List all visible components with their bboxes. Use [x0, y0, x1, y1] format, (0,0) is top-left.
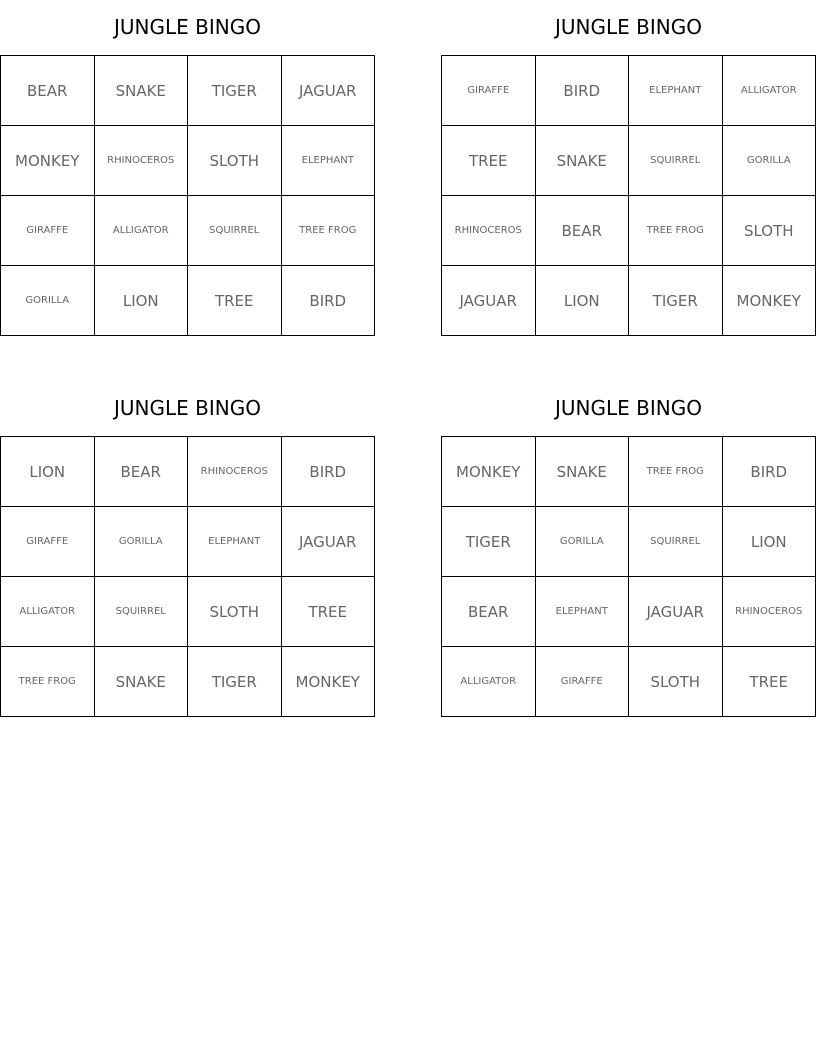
bingo-cell: TREE FROG	[281, 196, 375, 266]
bingo-cell: ELEPHANT	[629, 56, 723, 126]
bingo-grid	[0, 55, 375, 336]
bingo-cell: LION	[722, 507, 816, 577]
bingo-cell: BIRD	[535, 56, 629, 126]
bingo-cell: BEAR	[442, 577, 536, 647]
bingo-cell: GIRAFFE	[1, 196, 95, 266]
bingo-cell: LION	[1, 437, 95, 507]
bingo-row	[442, 196, 816, 266]
bingo-cell: SNAKE	[535, 437, 629, 507]
bingo-row	[1, 266, 375, 336]
bingo-cell: SQUIRREL	[629, 126, 723, 196]
bingo-row	[442, 507, 816, 577]
bingo-cell: SLOTH	[188, 577, 282, 647]
bingo-cell: TREE	[722, 647, 816, 717]
bingo-cell: TREE FROG	[629, 437, 723, 507]
bingo-cell: TIGER	[188, 647, 282, 717]
bingo-row	[1, 126, 375, 196]
bingo-card-2	[441, 15, 816, 336]
bingo-card-4	[441, 396, 816, 717]
bingo-cell: BEAR	[535, 196, 629, 266]
card-title: JUNGLE BINGO	[114, 396, 261, 420]
bingo-cell: GORILLA	[94, 507, 188, 577]
bingo-grid	[441, 55, 816, 336]
bingo-cell: TIGER	[442, 507, 536, 577]
bingo-row	[442, 266, 816, 336]
bingo-cell: BIRD	[281, 266, 375, 336]
bingo-cell: MONKEY	[722, 266, 816, 336]
bingo-cell: RHINOCEROS	[188, 437, 282, 507]
bingo-cell: GORILLA	[1, 266, 95, 336]
bingo-cell: SLOTH	[188, 126, 282, 196]
bingo-cell: SQUIRREL	[188, 196, 282, 266]
bingo-cell: MONKEY	[281, 647, 375, 717]
bingo-cell: GORILLA	[722, 126, 816, 196]
bingo-cell: BIRD	[281, 437, 375, 507]
bingo-cell: RHINOCEROS	[442, 196, 536, 266]
bingo-row	[1, 577, 375, 647]
bingo-cell: LION	[535, 266, 629, 336]
bingo-cell: TREE	[188, 266, 282, 336]
bingo-cell: ALLIGATOR	[1, 577, 95, 647]
bingo-row	[442, 56, 816, 126]
card-title: JUNGLE BINGO	[114, 15, 261, 39]
bingo-row	[1, 507, 375, 577]
bingo-cell: ELEPHANT	[188, 507, 282, 577]
bingo-cell: TREE	[442, 126, 536, 196]
bingo-cell: SQUIRREL	[94, 577, 188, 647]
bingo-cell: GIRAFFE	[1, 507, 95, 577]
bingo-cell: RHINOCEROS	[94, 126, 188, 196]
bingo-cell: TREE FROG	[1, 647, 95, 717]
bingo-row	[442, 437, 816, 507]
bingo-cell: SLOTH	[722, 196, 816, 266]
bingo-row	[442, 126, 816, 196]
card-title: JUNGLE BINGO	[555, 15, 702, 39]
bingo-row	[1, 196, 375, 266]
bingo-cell: ELEPHANT	[281, 126, 375, 196]
bingo-card-1	[0, 15, 375, 336]
card-title: JUNGLE BINGO	[555, 396, 702, 420]
bingo-cell: ALLIGATOR	[442, 647, 536, 717]
bingo-cell: TREE	[281, 577, 375, 647]
bingo-row	[1, 437, 375, 507]
bingo-cell: TIGER	[629, 266, 723, 336]
bingo-cell: GIRAFFE	[442, 56, 536, 126]
bingo-cell: JAGUAR	[442, 266, 536, 336]
bingo-row	[442, 577, 816, 647]
bingo-cell: MONKEY	[1, 126, 95, 196]
bingo-cell: ALLIGATOR	[722, 56, 816, 126]
bingo-row	[1, 647, 375, 717]
bingo-cell: LION	[94, 266, 188, 336]
bingo-cell: SNAKE	[94, 647, 188, 717]
bingo-cell: ELEPHANT	[535, 577, 629, 647]
bingo-cell: SNAKE	[94, 56, 188, 126]
bingo-cell: ALLIGATOR	[94, 196, 188, 266]
bingo-cell: GORILLA	[535, 507, 629, 577]
bingo-cell: TIGER	[188, 56, 282, 126]
bingo-cell: JAGUAR	[281, 507, 375, 577]
bingo-cell: GIRAFFE	[535, 647, 629, 717]
bingo-cell: BEAR	[94, 437, 188, 507]
bingo-cell: BEAR	[1, 56, 95, 126]
bingo-cell: SQUIRREL	[629, 507, 723, 577]
bingo-cell: SNAKE	[535, 126, 629, 196]
bingo-cell: MONKEY	[442, 437, 536, 507]
bingo-cell: JAGUAR	[629, 577, 723, 647]
bingo-cell: BIRD	[722, 437, 816, 507]
bingo-row	[1, 56, 375, 126]
bingo-cell: JAGUAR	[281, 56, 375, 126]
bingo-cell: SLOTH	[629, 647, 723, 717]
bingo-cell: TREE FROG	[629, 196, 723, 266]
bingo-grid	[441, 436, 816, 717]
bingo-row	[442, 647, 816, 717]
bingo-cell: RHINOCEROS	[722, 577, 816, 647]
bingo-card-3	[0, 396, 375, 717]
bingo-grid	[0, 436, 375, 717]
